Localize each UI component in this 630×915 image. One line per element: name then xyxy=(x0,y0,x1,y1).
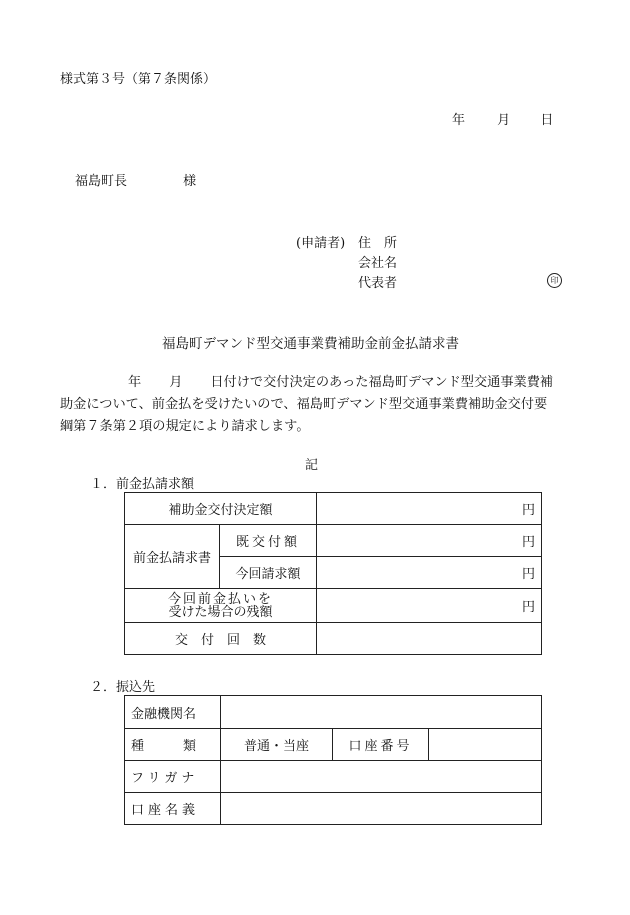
current-request-value[interactable] xyxy=(317,557,542,589)
date-year: 年 xyxy=(452,113,466,128)
payment-count-label: 交 付 回 数 xyxy=(125,623,317,655)
account-number-value[interactable] xyxy=(429,729,542,761)
advance-payment-table xyxy=(124,492,542,655)
ki-heading: 記 xyxy=(305,458,319,473)
applicant-representative-label: 代表者 xyxy=(358,276,398,291)
date-line xyxy=(452,109,553,128)
yen-unit: 円 xyxy=(522,535,536,550)
applicant-address-label: 住 所 xyxy=(358,236,398,251)
yen-unit: 円 xyxy=(522,567,536,582)
decision-amount-label: 補助金交付決定額 xyxy=(125,493,317,525)
seal-icon: 印 xyxy=(547,273,562,288)
account-name-value[interactable] xyxy=(221,793,542,825)
document-title: 福島町デマンド型交通事業費補助金前金払請求書 xyxy=(162,336,459,352)
account-number-label: 口座番号 xyxy=(333,729,429,761)
account-type-value: 普通・当座 xyxy=(221,729,333,761)
account-type-label: 種 類 xyxy=(125,729,221,761)
applicant-label: (申請者) xyxy=(296,236,346,251)
addressee-name: 福島町長 xyxy=(75,174,128,189)
request-group-label: 前金払請求書 xyxy=(125,525,220,589)
date-month: 月 xyxy=(497,113,511,128)
transfer-destination-table xyxy=(124,695,542,825)
applicant-company-label: 会社名 xyxy=(358,256,398,271)
yen-unit: 円 xyxy=(522,600,536,615)
current-request-label: 今回請求額 xyxy=(220,557,317,589)
body-text xyxy=(60,372,570,438)
body-line-3: 綱第７条第２項の規定により請求します。 xyxy=(60,419,310,434)
body-line-2: 助金について、前金払を受けたいので、福島町デマンド型交通事業費補助金交付要 xyxy=(60,397,548,412)
already-paid-label: 既交付額 xyxy=(220,525,317,557)
furigana-value[interactable] xyxy=(221,761,542,793)
body-month: 月 xyxy=(169,375,183,390)
balance-label-line1: 今回前金払いを xyxy=(168,591,274,607)
balance-label-line2: 受けた場合の残額 xyxy=(168,604,273,620)
body-text-1: 日付けで交付決定のあった福島町デマンド型交通事業費補 xyxy=(210,375,554,390)
body-line-1 xyxy=(60,372,570,394)
already-paid-value[interactable] xyxy=(317,525,542,557)
bank-name-value[interactable] xyxy=(221,696,542,729)
furigana-label: フリガナ xyxy=(125,761,221,793)
balance-label xyxy=(125,589,317,623)
form-number: 様式第３号（第７条関係） xyxy=(60,72,217,87)
date-day: 日 xyxy=(540,113,554,128)
section2-heading: ２．振込先 xyxy=(90,680,156,695)
seal-mark xyxy=(547,272,562,288)
bank-name-label: 金融機関名 xyxy=(125,696,221,729)
body-year: 年 xyxy=(128,375,142,390)
section1-heading: １．前金払請求額 xyxy=(90,477,195,492)
yen-unit: 円 xyxy=(522,503,536,518)
addressee-honorific: 様 xyxy=(183,174,197,189)
decision-amount-value[interactable] xyxy=(317,493,542,525)
addressee xyxy=(75,170,196,189)
payment-count-value[interactable] xyxy=(317,623,542,655)
balance-value[interactable] xyxy=(317,589,542,623)
account-name-label: 口座名義 xyxy=(125,793,221,825)
